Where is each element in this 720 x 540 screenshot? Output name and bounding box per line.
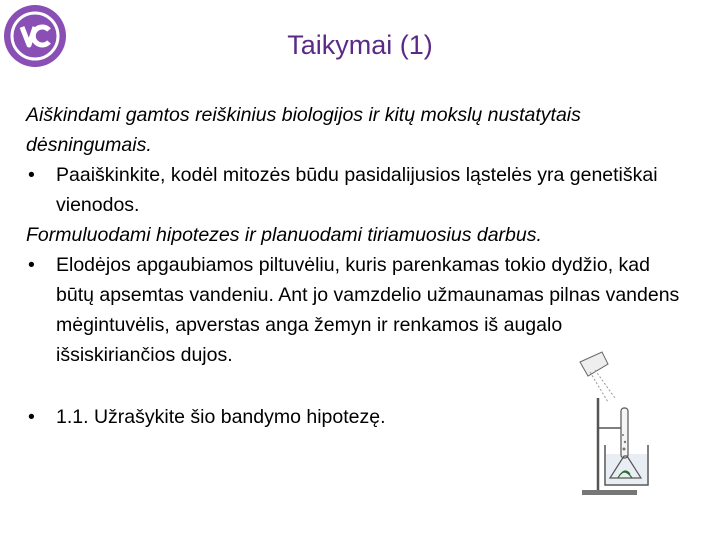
bullet-icon: •	[28, 254, 35, 276]
bullet-text-mitosis: Paaiškinkite, kodėl mitozės būdu pasidalijusios ląstelės yra genetiškai vienodos.	[56, 164, 658, 216]
list-item	[26, 160, 686, 220]
bullet-icon: •	[28, 406, 35, 428]
bullet-text-task: 1.1. Užrašykite šio bandymo hipotezę.	[56, 406, 386, 428]
lab-apparatus-icon	[560, 350, 670, 500]
bullet-text-elodea: Elodėjos apgaubiamos piltuvėliu, kuris parenkamas tokio dydžio, kad būtų apsemtas vandeniu. Ant jo vamzdelio užmaunamas pilnas vandens mėgintuvėlis, apverstas anga žemyn ir renkamos iš augalo išsiskiriančios dujos.	[56, 254, 680, 366]
section-heading-hypotheses: Formuluodami hipotezes ir planuodami tiriamuosius darbus.	[26, 224, 542, 246]
section-heading-explaining: Aiškindami gamtos reiškinius biologijos ir kitų mokslų nustatytais dėsningumais.	[26, 104, 581, 156]
page-title: Taikymai (1)	[287, 30, 433, 60]
bullet-icon: •	[28, 164, 35, 186]
